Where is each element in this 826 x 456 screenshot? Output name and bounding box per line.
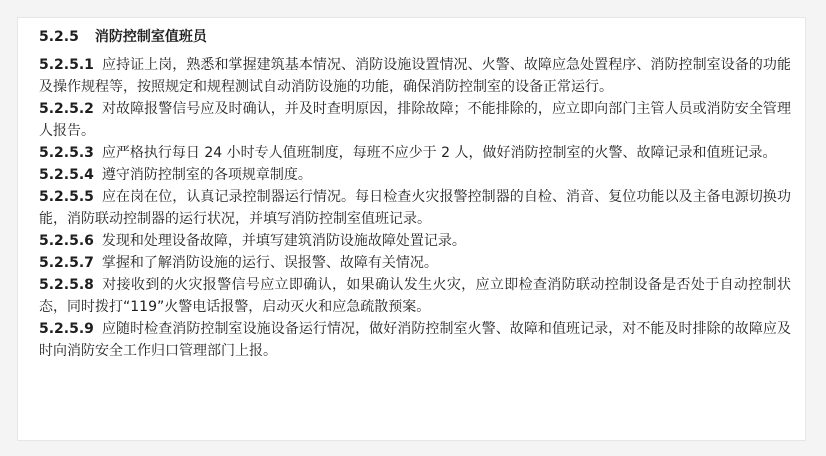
clause-text: 发现和处理设备故障，并填写建筑消防设施故障处置记录。 [101, 233, 466, 249]
clause-text: 应随时检查消防控制室设施设备运行情况，做好消防控制室火警、故障和值班记录，对不能及时排除的故障应及时向消防安全工作归口管理部门上报。 [39, 321, 791, 359]
clause [39, 318, 791, 362]
section-number: 5.2.5 [39, 29, 79, 45]
clause-number: 5.2.5.8 [39, 277, 94, 293]
document-content [39, 26, 791, 362]
clause [39, 164, 791, 186]
document-page [17, 17, 806, 441]
clause-number: 5.2.5.7 [39, 255, 94, 271]
clause-text: 掌握和了解消防设施的运行、误报警、故障有关情况。 [101, 255, 438, 271]
clause [39, 230, 791, 252]
clause-number: 5.2.5.3 [39, 145, 94, 161]
clause [39, 54, 791, 98]
clause-number: 5.2.5.5 [39, 189, 94, 205]
clause-number: 5.2.5.4 [39, 167, 94, 183]
clause-text: 应在岗在位，认真记录控制器运行情况。每日检查火灾报警控制器的自检、消音、复位功能以及主备电源切换功能，消防联动控制器的运行状况，并填写消防控制室值班记录。 [39, 189, 791, 227]
clause-number: 5.2.5.9 [39, 321, 94, 337]
clause [39, 98, 791, 142]
clause-text: 应严格执行每日 24 小时专人值班制度，每班不应少于 2 人，做好消防控制室的火警、故障记录和值班记录。 [101, 145, 777, 161]
clause [39, 142, 791, 164]
clause [39, 186, 791, 230]
clause [39, 274, 791, 318]
clause-number: 5.2.5.6 [39, 233, 94, 249]
clause-text: 对故障报警信号应及时确认，并及时查明原因，排除故障；不能排除的，应立即向部门主管人员或消防安全管理人报告。 [39, 101, 791, 139]
section-title: 消防控制室值班员 [94, 29, 207, 45]
clause [39, 252, 791, 274]
clause-text: 遵守消防控制室的各项规章制度。 [101, 167, 312, 183]
clause-number: 5.2.5.1 [39, 57, 94, 73]
clause-number: 5.2.5.2 [39, 101, 94, 117]
section-heading [39, 26, 791, 48]
clause-text: 应持证上岗，熟悉和掌握建筑基本情况、消防设施设置情况、火警、故障应急处置程序、消防控制室设备的功能及操作规程等，按照规定和规程测试自动消防设施的功能，确保消防控制室的设备正常运行。 [39, 57, 791, 95]
clause-text: 对接收到的火灾报警信号应立即确认，如果确认发生火灾，应立即检查消防联动控制设备是否处于自动控制状态，同时拨打“119”火警电话报警，启动灭火和应急疏散预案。 [39, 277, 791, 315]
